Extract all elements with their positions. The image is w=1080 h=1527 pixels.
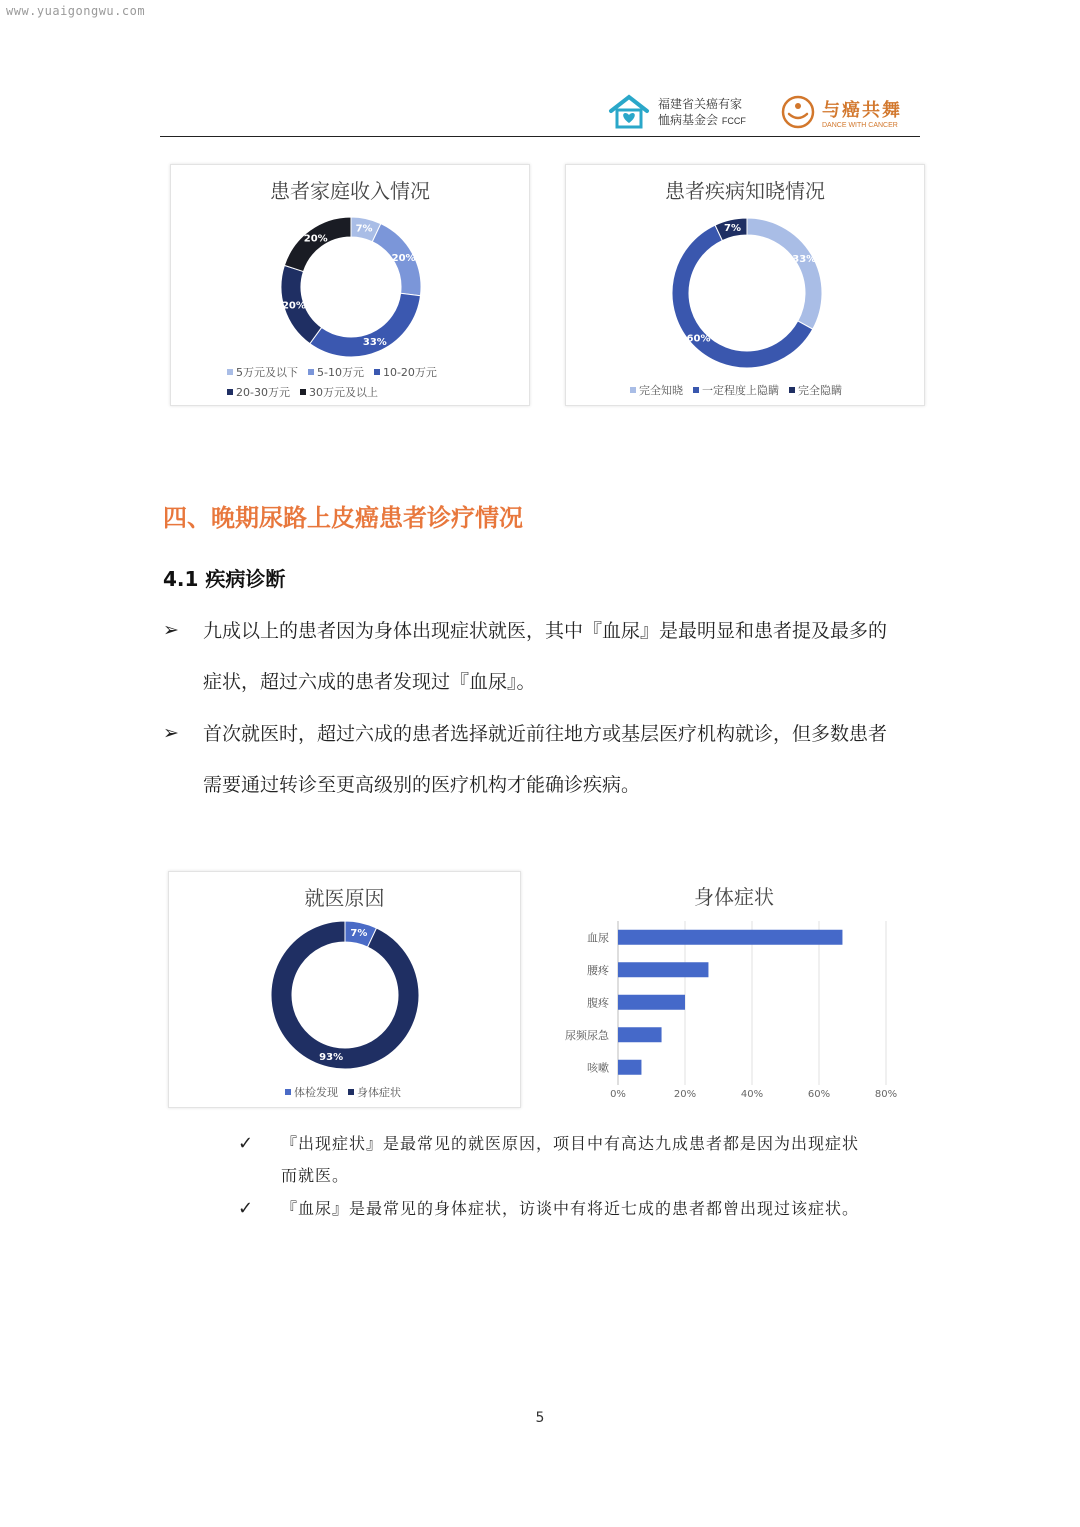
- bar: [618, 930, 842, 945]
- legend-swatch: [630, 387, 636, 393]
- visit-reason-donut: [169, 872, 520, 1107]
- category-label: 咳嗽: [587, 1061, 609, 1075]
- income-chart-card: [170, 164, 530, 406]
- bullet-text-2: 首次就医时，超过六成的患者选择就近前往地方或基层医疗机构就诊，但多数患者 需要通过转诊至更高级别的医疗机构才能确诊疾病。: [203, 723, 888, 796]
- legend-item: [630, 382, 683, 398]
- logo1-line1: 福建省关癌有家: [658, 96, 743, 111]
- fccf-logo: [608, 94, 746, 130]
- logo1-abbr: FCCF: [721, 115, 746, 126]
- legend-item: [308, 364, 364, 380]
- logo1-line2: 恤病基金会: [658, 112, 719, 127]
- legend-label: 5万元及以下: [236, 366, 298, 379]
- bullet-text-1: 九成以上的患者因为身体出现症状就医，其中『血尿』是最明显和患者提及最多的 症状，超过六成的患者发现过『血尿』。: [203, 620, 888, 693]
- legend-item: [693, 382, 779, 398]
- symptom-chart: [548, 871, 920, 1106]
- legend-label: 身体症状: [357, 1086, 401, 1099]
- donut-slice: [271, 921, 419, 1069]
- legend-label: 一定程度上隐瞒: [702, 384, 779, 397]
- house-heart-icon: [608, 94, 650, 130]
- header-rule: [160, 136, 920, 137]
- slice-label: 93%: [319, 1051, 344, 1063]
- legend-swatch: [285, 1089, 291, 1095]
- legend-item: [374, 364, 437, 380]
- legend-item: [227, 384, 290, 400]
- bullet-icon: ➢: [163, 619, 179, 641]
- chart-title: 就医原因: [304, 886, 385, 910]
- bar: [618, 962, 708, 977]
- slice-label: 33%: [792, 254, 817, 266]
- slice-label: 33%: [362, 337, 387, 349]
- page-number: 5: [535, 1410, 545, 1426]
- slice-label: 7%: [724, 223, 741, 235]
- legend-swatch: [227, 389, 233, 395]
- awareness-chart-card: [565, 164, 925, 406]
- legend-label: 5-10万元: [317, 366, 364, 379]
- chart-legend: [630, 382, 930, 398]
- legend-swatch: [308, 369, 314, 375]
- slice-label: 20%: [281, 300, 306, 312]
- legend-item: [285, 1084, 338, 1100]
- legend-swatch: [348, 1089, 354, 1095]
- legend-label: 完全知晓: [639, 384, 683, 397]
- bar: [618, 1027, 662, 1042]
- category-label: 腰疼: [587, 963, 609, 977]
- legend-item: [348, 1084, 401, 1100]
- legend-item: [227, 364, 298, 380]
- legend-label: 完全隐瞒: [798, 384, 842, 397]
- slice-label: 7%: [355, 223, 373, 235]
- donut-slice: [747, 218, 822, 329]
- check-text-2: 『血尿』是最常见的身体症状，访谈中有将近七成的患者都曾出现过该症状。: [281, 1199, 860, 1218]
- bar: [618, 1060, 641, 1075]
- x-tick-label: 40%: [740, 1089, 764, 1100]
- check-icon: ✓: [238, 1133, 254, 1154]
- legend-label: 10-20万元: [382, 366, 437, 379]
- watermark: www.yuaigongwu.com: [6, 4, 146, 18]
- chart-title: 患者疾病知晓情况: [665, 179, 825, 203]
- dance-with-cancer-logo: [780, 94, 902, 130]
- legend-swatch: [693, 387, 699, 393]
- legend-label: 体检发现: [294, 1086, 338, 1099]
- bar: [618, 995, 685, 1010]
- category-label: 血尿: [587, 931, 609, 945]
- logo2-main: 与癌共舞: [822, 99, 902, 121]
- check-text-1: 『出现症状』是最常见的就医原因，项目中有高达九成患者都是因为出现症状 而就医。: [281, 1134, 860, 1185]
- chart-legend: [285, 1084, 485, 1100]
- legend-swatch: [300, 389, 306, 395]
- chart-title: 身体症状: [694, 885, 774, 909]
- awareness-donut: [566, 165, 924, 405]
- legend-swatch: [789, 387, 795, 393]
- slice-label: 20%: [391, 253, 416, 265]
- chart-legend: [227, 364, 487, 400]
- subsection-title: 4.1 疾病诊断: [163, 567, 286, 591]
- legend-swatch: [374, 369, 380, 375]
- legend-label: 30万元及以上: [308, 386, 378, 399]
- logo2-sub: DANCE WITH CANCER: [822, 121, 898, 129]
- x-tick-label: 0%: [610, 1089, 626, 1100]
- check-icon: ✓: [238, 1198, 254, 1219]
- legend-label: 20-30万元: [236, 386, 290, 399]
- category-label: 腹疼: [587, 996, 609, 1010]
- symptom-bar-chart: [548, 871, 920, 1106]
- legend-swatch: [227, 369, 233, 375]
- legend-item: [789, 382, 842, 398]
- slice-label: 20%: [303, 233, 328, 245]
- dancer-circle-icon: [780, 94, 816, 130]
- section-title: 四、晚期尿路上皮癌患者诊疗情况: [163, 504, 523, 532]
- x-tick-label: 60%: [807, 1089, 831, 1100]
- slice-label: 7%: [350, 928, 368, 940]
- bullet-icon: ➢: [163, 722, 179, 744]
- x-tick-label: 20%: [673, 1089, 697, 1100]
- visit-reason-chart-card: [168, 871, 521, 1108]
- category-label: 尿频尿急: [565, 1028, 609, 1042]
- slice-label: 60%: [686, 333, 711, 345]
- chart-title: 患者家庭收入情况: [270, 179, 430, 203]
- x-tick-label: 80%: [874, 1089, 898, 1100]
- legend-item: [300, 384, 378, 400]
